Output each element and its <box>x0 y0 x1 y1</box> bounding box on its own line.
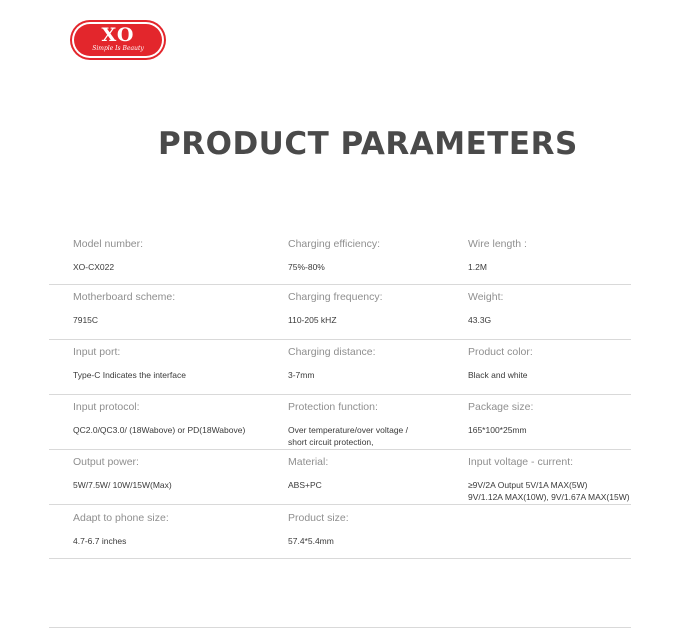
param-row <box>49 395 631 450</box>
param-value: 165*100*25mm <box>468 425 527 435</box>
param-label: Output power: <box>73 456 139 468</box>
param-label: Package size: <box>468 401 534 413</box>
param-label: Product size: <box>288 512 349 524</box>
param-value: 7915C <box>73 315 99 325</box>
param-value: QC2.0/QC3.0/ (18Wabove) or PD(18Wabove) <box>73 425 246 435</box>
param-value: Black and white <box>468 370 528 380</box>
param-value: 3-7mm <box>288 370 315 380</box>
param-row <box>49 340 631 395</box>
logo-tagline: Simple Is Beauty <box>92 45 144 52</box>
param-label: Material: <box>288 456 329 468</box>
row-divider <box>49 504 631 505</box>
param-label: Motherboard scheme: <box>73 291 176 303</box>
param-row <box>49 450 631 505</box>
param-value: 43.3G <box>468 315 492 325</box>
param-label: Product color: <box>468 346 533 358</box>
param-label: Input port: <box>73 346 121 358</box>
param-row <box>49 285 631 340</box>
param-label: Weight: <box>468 291 504 303</box>
logo-mark: XO <box>101 24 135 46</box>
param-value: ABS+PC <box>288 480 322 490</box>
param-value: 5W/7.5W/ 10W/15W(Max) <box>73 480 172 490</box>
param-value: ≥9V/2A Output 5V/1A MAX(5W) <box>468 480 588 490</box>
param-label: Input protocol: <box>73 401 140 413</box>
param-label: Input voltage - current: <box>468 456 574 468</box>
param-value: XO-CX022 <box>73 262 115 272</box>
param-value: 110-205 kHZ <box>288 315 337 325</box>
page-title: PRODUCT PARAMETERS <box>158 126 578 162</box>
param-value: 57.4*5.4mm <box>288 536 334 546</box>
param-value: Over temperature/over voltage / <box>288 425 409 435</box>
param-value: Type-C Indicates the interface <box>73 370 186 380</box>
param-value: 75%-80% <box>288 262 325 272</box>
row-divider <box>49 558 631 559</box>
bottom-divider <box>49 627 631 628</box>
param-label: Wire length : <box>468 238 527 250</box>
param-label: Charging efficiency: <box>288 238 381 250</box>
param-label: Charging distance: <box>288 346 376 358</box>
brand-logo <box>72 22 164 58</box>
param-row <box>49 232 631 285</box>
param-label: Charging frequency: <box>288 291 383 303</box>
param-value-line2: 9V/1.12A MAX(10W), 9V/1.67A MAX(15W) <box>468 492 630 502</box>
param-label: Protection function: <box>288 401 378 413</box>
param-label: Model number: <box>73 238 144 250</box>
param-value: 1.2M <box>468 262 487 272</box>
param-value-line2: short circuit protection, <box>288 437 374 447</box>
param-row <box>49 506 631 559</box>
param-value: 4.7-6.7 inches <box>73 536 127 546</box>
param-label: Adapt to phone size: <box>73 512 169 524</box>
